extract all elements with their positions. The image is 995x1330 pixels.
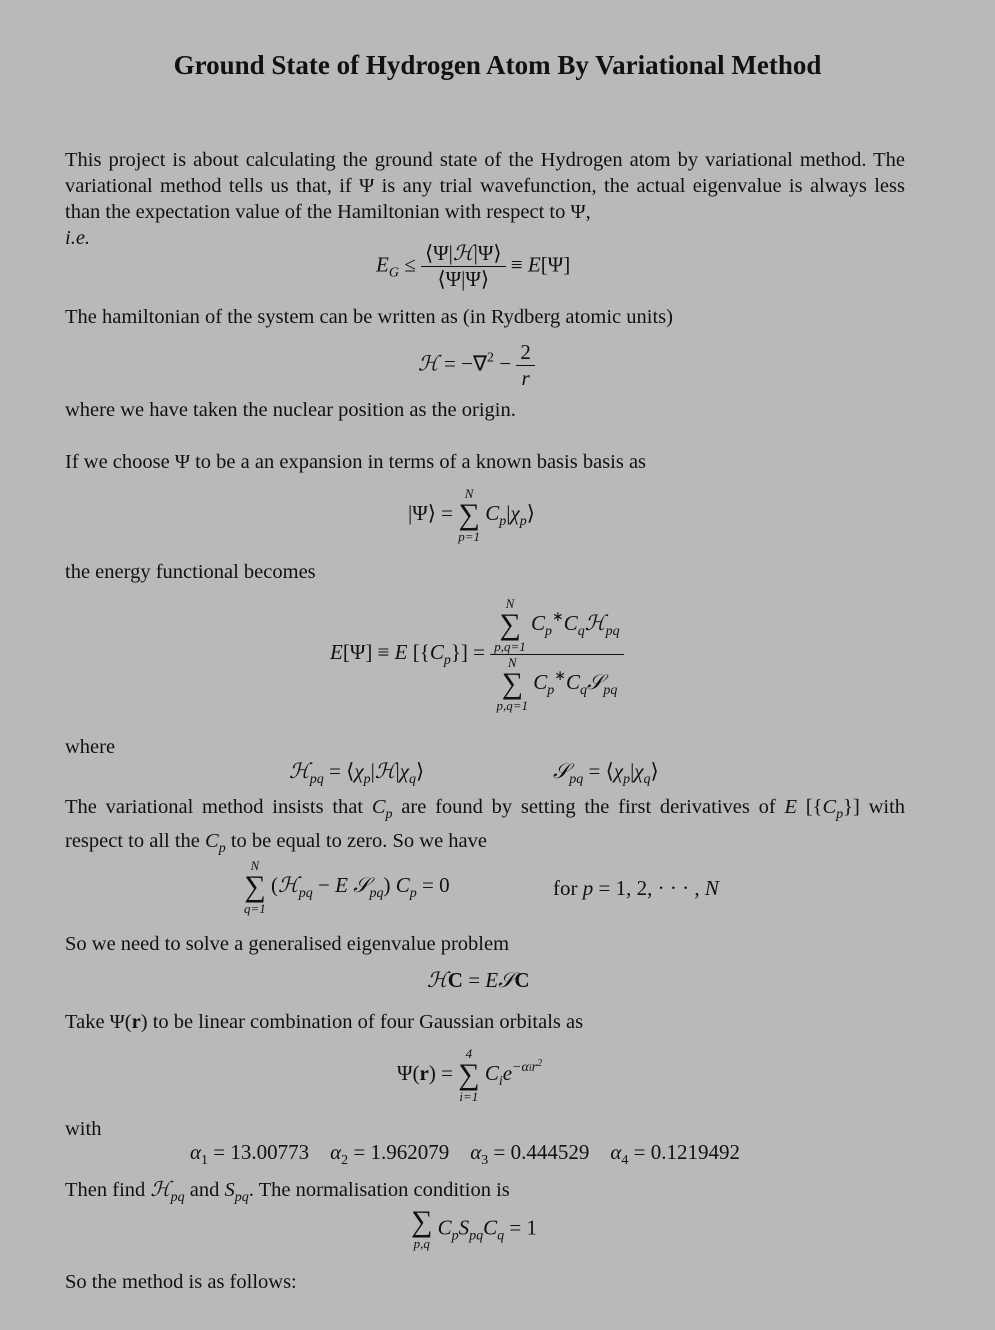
then-text: Then find ℋ$_{pq}$ and $S_{pq}$. The normalisation condition is [65, 1177, 510, 1205]
gaussian-expansion-equation: Ψ(r) = 4 ∑ i=1 $C_ie^{-\alpha ir^2}$ [397, 1046, 543, 1104]
alpha-3: $\alpha_3 = 0.444529$ [470, 1140, 590, 1168]
take-text: Take Ψ(r) to be linear combination of four Gaussian orbitals as [65, 1011, 584, 1033]
alpha-values [190, 1140, 740, 1169]
expansion-equation: |Ψ⟩ = N ∑ p=1 $C_p|\chi_p⟩$ [408, 486, 535, 544]
energy-functional-equation: E[Ψ] ≡ E $[\{C_p\}]$ = N ∑ p,q=1 $C_p^∗C_qℋ_{pq}$ N ∑ p,q=1 $C_p^∗C_q𝒮_{pq}$ [330, 596, 624, 713]
matrix-s-definition: 𝒮$_{pq}$ = $⟨\chi_p|\chi_q⟩$ [553, 759, 659, 787]
alpha-4: $\alpha_4 = 0.1219492$ [610, 1140, 740, 1168]
functional-text: the energy functional becomes [65, 561, 316, 583]
generalised-text: So we need to solve a generalised eigenvalue problem [65, 933, 510, 955]
secular-equation: N ∑ q=1 (ℋ$_{pq}$ − E 𝒮$_{pq}$) $C_p = 0$ [244, 858, 450, 916]
alpha-2: $\alpha_2 = 1.962079$ [330, 1140, 450, 1168]
expansion-text: If we choose Ψ to be a an expansion in terms of a known basis basis as [65, 451, 647, 473]
normalisation-equation: ∑ p,q $C_pS_{pq}C_q = 1$ [411, 1205, 538, 1251]
hamiltonian-equation: ℋ = −∇$^2$ − $\frac{2}{r}$ [418, 340, 535, 391]
where-text: where [65, 736, 116, 758]
intro-paragraph: This project is about calculating the ground state of the Hydrogen atom by variational method. The variational method tells us that, if Ψ is any trial wavefunction, the actual eigenvalue is always less than the expectation value of the Hamiltonian with respect to Ψ, i.e. [65, 149, 905, 249]
alpha-1: $\alpha_1 = 13.00773$ [190, 1140, 310, 1168]
variational-inequality: $E_G$ ≤ $\frac{\text{⟨Ψ|ℋ|Ψ⟩}}{⟨\Psi|\Psi⟩}$ ≡ E[Ψ] [376, 241, 571, 291]
origin-text: where we have taken the nuclear position as the origin. [65, 399, 516, 421]
generalised-eigen-equation: ℋC = E𝒮C [427, 968, 530, 992]
insists-paragraph: The variational method insists that $C_p$ are found by setting the first derivatives of E $[\{C_p\}]$ with respect to all the $C_p$ to be equal to zero. So we have [65, 796, 906, 856]
page-title: Ground State of Hydrogen Atom By Variational Method [173, 50, 822, 80]
hamiltonian-text: The hamiltonian of the system can be written as (in Rydberg atomic units) [65, 306, 673, 328]
secular-condition: for p = 1, 2, · · · , N [553, 876, 719, 900]
with-text: with [65, 1118, 102, 1140]
method-text: So the method is as follows: [65, 1271, 297, 1293]
matrix-h-definition: ℋ$_{pq}$ = $⟨\chi_p|ℋ|\chi_q⟩$ [289, 759, 425, 787]
